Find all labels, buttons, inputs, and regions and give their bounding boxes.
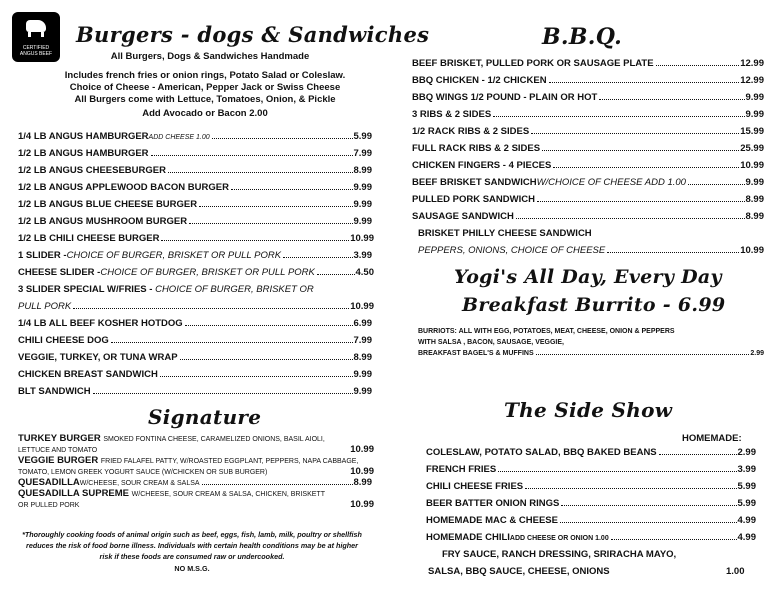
disclaimer-line-2: reduces the risk of food borne illness. Individuals with certain health conditions may be at higher [26, 541, 358, 550]
burgers-title: Burgers - dogs & Sandwiches [76, 22, 430, 47]
menu-item: VEGGIE, TURKEY, OR TUNA WRAP 8.99 [18, 352, 372, 363]
side-item: HOMEMADE MAC & CHEESE 4.99 [426, 515, 756, 526]
signature-item: TOMATO, LEMON GREEK YOGURT SAUCE (W/CHICKEN OR SUB BURGER) 10.99 [18, 466, 374, 477]
menu-item: PULL PORK 10.99 [18, 301, 374, 312]
menu-item: CHICKEN FINGERS - 4 PIECES 10.99 [412, 160, 764, 171]
menu-item: BEEF BRISKET, PULLED PORK OR SAUSAGE PLATE 12.99 [412, 58, 764, 69]
no-msg-note: NO M.S.G. [174, 564, 210, 573]
breakfast-title-2: Breakfast Burrito - 6.99 [462, 294, 726, 316]
burgers-info-3: All Burgers come with Lettuce, Tomatoes, Onion, & Pickle [74, 94, 336, 105]
menu-item: 1/4 LB ANGUS HAMBURGER ADD CHEESE 1.00 5.99 [18, 131, 372, 142]
burgers-info-4: Add Avocado or Bacon 2.00 [142, 108, 268, 119]
breakfast-title-1: Yogi's All Day, Every Day [454, 266, 722, 288]
signature-item: LETTUCE AND TOMATO 10.99 [18, 444, 374, 455]
burgers-info-1: Includes french fries or onion rings, Potato Salad or Coleslaw. [64, 70, 346, 81]
menu-item: 1/2 LB ANGUS BLUE CHEESE BURGER 9.99 [18, 199, 372, 210]
menu-item: CHICKEN BREAST SANDWICH 9.99 [18, 369, 372, 380]
side-item: FRENCH FRIES 3.99 [426, 464, 756, 475]
menu-item: FULL RACK RIBS & 2 SIDES 25.99 [412, 143, 764, 154]
breakfast-desc-1: BURRIOTS: ALL WITH EGG, POTATOES, MEAT, CHEESE, ONION & PEPPERS [418, 328, 675, 335]
burgers-subtitle: All Burgers, Dogs & Sandwiches Handmade [110, 51, 310, 62]
signature-item: QUESADILLA SUPREME W/CHEESE, SOUR CREAM & SALSA, CHICKEN, BRISKETT [18, 488, 325, 499]
menu-item: CHEESE SLIDER - CHOICE OF BURGER, BRISKET OR PULL PORK 4.50 [18, 267, 374, 278]
logo-text-line1: CERTIFIED [22, 45, 50, 51]
menu-item: 1/2 LB ANGUS APPLEWOOD BACON BURGER 9.99 [18, 182, 372, 193]
menu-item: BEEF BRISKET SANDWICH W/CHOICE OF CHEESE ADD 1.00 9.99 [412, 177, 764, 188]
menu-item: BBQ CHICKEN - 1/2 CHICKEN 12.99 [412, 75, 764, 86]
side-item: BEER BATTER ONION RINGS 5.99 [426, 498, 756, 509]
menu-item: 3 SLIDER SPECIAL W/FRIES - CHOICE OF BURGER, BRISKET OR [18, 284, 314, 295]
signature-item: QUESADILLA W/CHEESE, SOUR CREAM & SALSA 8.99 [18, 477, 372, 488]
menu-item: SAUSAGE SANDWICH 8.99 [412, 211, 764, 222]
menu-item: 1/2 LB ANGUS CHEESEBURGER 8.99 [18, 165, 372, 176]
logo-text-line2: ANGUS BEEF [19, 51, 53, 57]
disclaimer-line-3: risk if these foods are consumed raw or undercooked. [99, 552, 285, 561]
side-item: CHILI CHEESE FRIES 5.99 [426, 481, 756, 492]
menu-item: BLT SANDWICH 9.99 [18, 386, 372, 397]
signature-item: TURKEY BURGER SMOKED FONTINA CHEESE, CARAMELIZED ONIONS, BASIL AIOLI, [18, 433, 325, 444]
menu-item: BBQ WINGS 1/2 POUND - PLAIN OR HOT 9.99 [412, 92, 764, 103]
menu-item: PEPPERS, ONIONS, CHOICE OF CHEESE 10.99 [418, 245, 764, 256]
sides-title: The Side Show [504, 398, 673, 422]
menu-item: 1/2 LB ANGUS MUSHROOM BURGER 9.99 [18, 216, 372, 227]
extras-line-2: SALSA, BBQ SAUCE, CHEESE, ONIONS [428, 566, 610, 577]
certified-angus-beef-logo [12, 12, 60, 62]
burgers-info-2: Choice of Cheese - American, Pepper Jack or Swiss Cheese [69, 82, 341, 93]
side-item: COLESLAW, POTATO SALAD, BBQ BAKED BEANS 2.99 [426, 447, 756, 458]
homemade-label: HOMEMADE: [682, 433, 742, 444]
menu-item: PULLED PORK SANDWICH 8.99 [412, 194, 764, 205]
menu-item: 3 RIBS & 2 SIDES 9.99 [412, 109, 764, 120]
breakfast-desc-2: WITH SALSA , BACON, SAUSAGE, VEGGIE, [418, 339, 564, 346]
cow-icon [26, 20, 46, 32]
signature-item: OR PULLED PORK 10.99 [18, 499, 374, 510]
signature-title: Signature [148, 405, 262, 429]
breakfast-bagel-item: BREAKFAST BAGEL'S & MUFFINS 2.99 [418, 350, 764, 357]
extras-price: 1.00 [726, 566, 745, 577]
menu-item: 1/2 RACK RIBS & 2 SIDES 15.99 [412, 126, 764, 137]
menu-item: 1/2 LB CHILI CHEESE BURGER 10.99 [18, 233, 374, 244]
menu-item: 1/4 LB ALL BEEF KOSHER HOTDOG 6.99 [18, 318, 372, 329]
menu-item: BRISKET PHILLY CHEESE SANDWICH [418, 228, 592, 239]
menu-item: 1/2 LB ANGUS HAMBURGER 7.99 [18, 148, 372, 159]
extras-line-1: FRY SAUCE, RANCH DRESSING, SRIRACHA MAYO, [442, 549, 677, 560]
menu-item: 1 SLIDER - CHOICE OF BURGER, BRISKET OR PULL PORK 3.99 [18, 250, 372, 261]
bbq-title: B.B.Q. [542, 24, 623, 50]
disclaimer-line-1: *Thoroughly cooking foods of animal origin such as beef, eggs, fish, lamb, milk, poultry or shellfish [22, 530, 362, 539]
signature-item: VEGGIE BURGER FRIED FALAFEL PATTY, W/ROASTED EGGPLANT, PEPPERS, NAPA CABBAGE, [18, 455, 359, 466]
side-item: HOMEMADE CHILI ADD CHEESE OR ONION 1.00 4.99 [426, 532, 756, 543]
menu-item: CHILI CHEESE DOG 7.99 [18, 335, 372, 346]
